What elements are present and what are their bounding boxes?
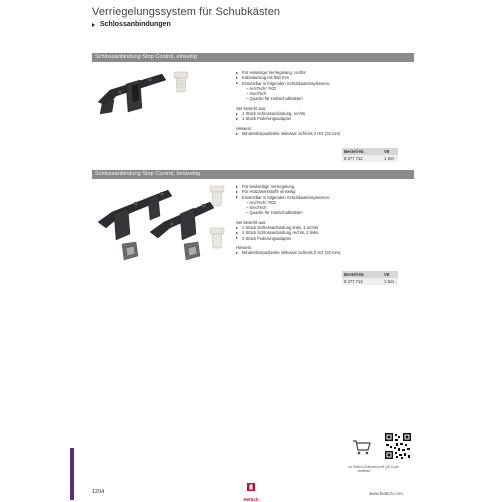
note-label: Hinweis: xyxy=(236,244,252,250)
note-label: Hinweis: xyxy=(236,125,252,131)
qr-caption: mit QR-Code xyxy=(380,465,399,469)
lock-bracket-image xyxy=(98,74,166,114)
note-item: Mindestkorpusbreite inklusive Schloss 2 HG (32 mm) xyxy=(236,131,340,136)
logo-text: Hettich xyxy=(243,497,259,502)
system-item: – ArciTech/ YKD xyxy=(246,199,277,205)
order-number: 9 277 713 xyxy=(342,278,382,285)
feature-item: Einsetzbar in folgenden Schubkastensystemen: xyxy=(236,195,340,200)
system-item: – ArciTech/ YKD xyxy=(246,85,277,91)
system-item: – InnoTech xyxy=(246,205,267,211)
shopping-cart-icon[interactable] xyxy=(352,438,372,456)
table-row xyxy=(342,278,398,285)
set-item: 1 Stück Schlossanbindung links, 2 rechts xyxy=(236,225,340,230)
subtitle-text: Schlossanbindungen xyxy=(100,21,171,28)
chapter-marker xyxy=(70,448,74,500)
shop-label: Im Hettich-Onlineshop bestellen xyxy=(348,465,380,473)
set-item: 1 Stück Schlossanbindung rechts, 2 links xyxy=(236,230,340,235)
table-header-ve: VE xyxy=(382,271,398,278)
section-heading-beidseitig: Schlossanbindung Stop Control, beidseitig xyxy=(92,170,414,179)
system-item: – Quadro für Holzschubkästen xyxy=(246,96,303,102)
feature-item: Für Holzzwerkstoffe einseitig xyxy=(236,189,340,194)
qr-code-icon[interactable] xyxy=(384,432,412,460)
feature-item: Für beidseitige Verriegelung xyxy=(236,184,340,189)
bolt-left-image xyxy=(122,242,138,260)
adapter-clip-image xyxy=(174,72,188,92)
page-title: Verriegelungssystem für Schubkästen xyxy=(92,6,281,18)
website-link[interactable]: www.hettich.com xyxy=(369,491,403,496)
note-item: Mindestkorpusbreite inklusive Schloss 2 HG (32 mm) xyxy=(236,250,340,255)
order-number: 9 277 712 xyxy=(342,155,382,162)
set-item: 1 Stück Federungsadapter xyxy=(236,116,340,121)
hettich-logo-mark-icon xyxy=(240,481,262,493)
section-heading-einseitig: Schlossanbindung Stop Control, einseitig xyxy=(92,53,414,62)
section1-text xyxy=(236,70,340,136)
system-item: – Quadro für Holzschubkästen xyxy=(246,210,303,216)
feature-item: Einsetzbar in folgenden Schubkastensystemen: xyxy=(236,81,340,86)
table-header-order-no: Bestell-Nr. xyxy=(342,148,382,155)
order-table-einseitig xyxy=(342,148,398,162)
set-item: 2 Stück Federungsadapter xyxy=(236,236,340,241)
system-item: – InnoTech xyxy=(246,91,267,97)
feature-item: Kabelauszug bis 550 mm xyxy=(236,75,340,80)
set-label: Set besteht aus: xyxy=(236,219,267,225)
lock-bracket-right-image xyxy=(150,202,214,240)
table-header-order-no: Bestell-Nr. xyxy=(342,271,382,278)
page-subtitle xyxy=(92,21,171,28)
hettich-logo xyxy=(240,480,262,502)
set-label: Set besteht aus: xyxy=(236,105,267,111)
feature-item: Für einseitige Verriegelung, rechts xyxy=(236,70,340,75)
table-header-ve: VE xyxy=(382,148,398,155)
section2-text xyxy=(236,184,340,256)
order-table-beidseitig xyxy=(342,271,398,285)
page-margin xyxy=(0,0,74,500)
bolt-right-image xyxy=(184,242,200,260)
triangle-bullet-icon xyxy=(92,23,95,27)
packing-unit: 1 Set xyxy=(382,155,398,162)
set-item: 1 Stück Schlossanbindung, rechts xyxy=(236,111,340,116)
adapter-clip-top-image xyxy=(210,186,224,206)
adapter-clip-bottom-image xyxy=(210,228,224,248)
table-row xyxy=(342,155,398,162)
page-number: 1204 xyxy=(92,489,105,495)
product-image-einseitig xyxy=(92,66,204,118)
product-image-beidseitig xyxy=(92,182,232,268)
packing-unit: 1 Set xyxy=(382,278,398,285)
